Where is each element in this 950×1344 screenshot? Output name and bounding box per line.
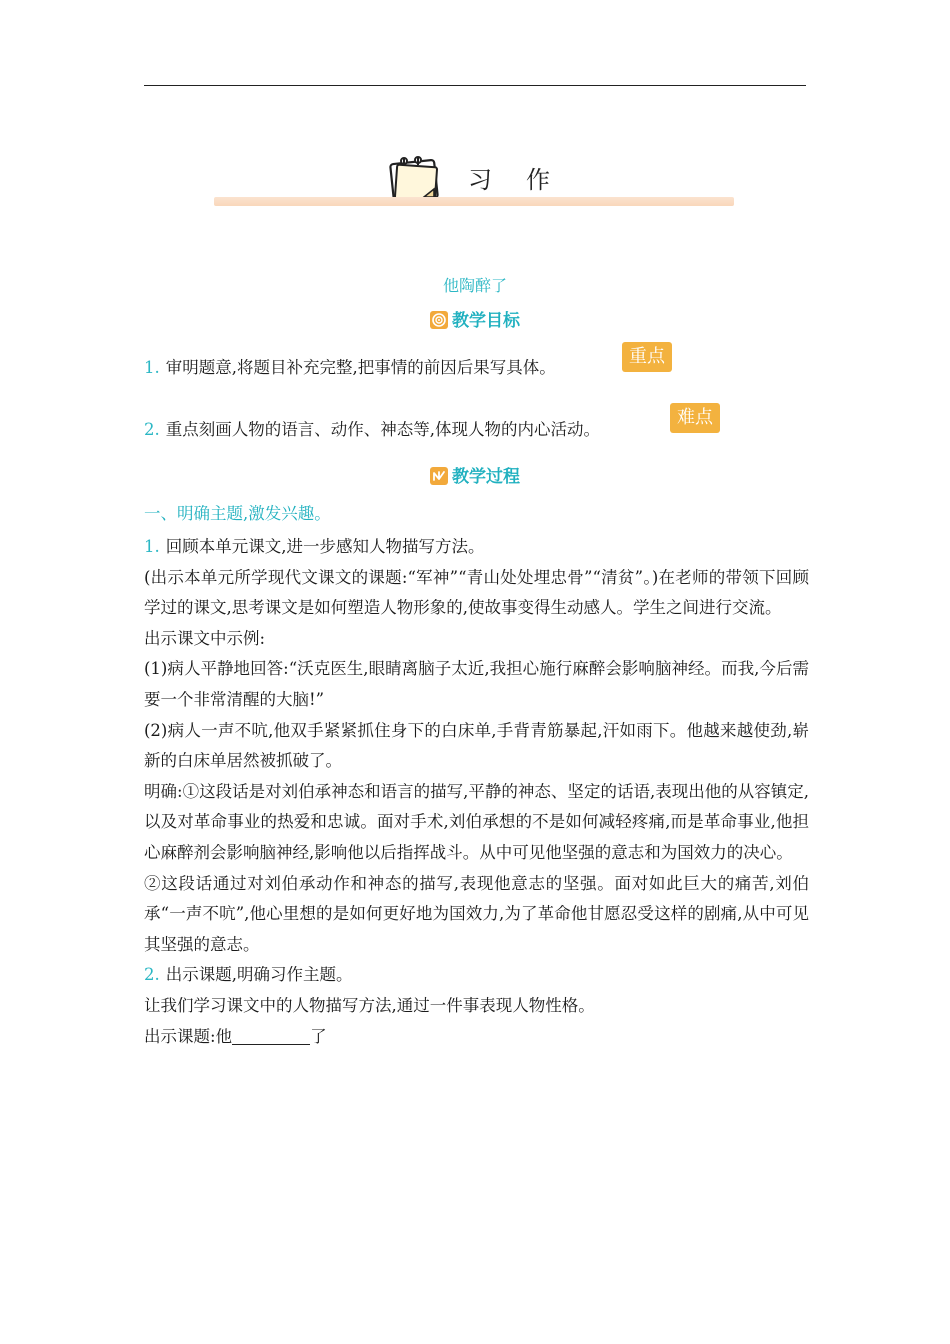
paragraph (144, 1022, 809, 1053)
goal-item (144, 416, 600, 440)
list-item (144, 532, 809, 563)
step1-heading: 一、明确主题,激发兴趣。 (144, 504, 331, 523)
fill-blank (232, 1025, 310, 1044)
item-number: 2. (144, 965, 160, 985)
goal-number: 2. (144, 420, 160, 439)
top-rule (144, 85, 806, 86)
goal-text: 重点刻画人物的语言、动作、神态等,体现人物的内心活动。 (165, 420, 600, 439)
process-heading-label: 教学过程 (452, 467, 520, 487)
section-title: 习作 (468, 166, 584, 194)
paragraph: (2)病人一声不吭,他双手紧紧抓住身下的白床单,手背青筋暴起,汗如雨下。他越来越使劲,崭新的白床单居然被抓破了。 (144, 720, 809, 771)
goal-item (144, 354, 556, 378)
target-icon (430, 311, 448, 329)
paragraph: ②这段话通过对刘伯承动作和神态的描写,表现他意志的坚强。面对如此巨大的痛苦,刘伯承“一声不吭”,他心里想的是如何更好地为国效力,为了革命他甘愿忍受这样的剧痛,从中可见其坚强的意志。 (144, 873, 809, 954)
item-text: 出示课题,明确习作主题。 (165, 965, 353, 985)
goal-text: 审明题意,将题目补充完整,把事情的前因后果写具体。 (165, 358, 556, 377)
paragraph: (1)病人平静地回答:“沃克医生,眼睛离脑子太近,我担心施行麻醉会影响脑神经。而我,今后需要一个非常清醒的大脑!” (144, 659, 809, 709)
goals-heading (0, 306, 950, 331)
process-heading (0, 462, 950, 487)
lesson-subtitle: 他陶醉了 (442, 276, 507, 295)
item-text: 回顾本单元课文,进一步感知人物描写方法。 (165, 537, 485, 556)
goal-number: 1. (144, 358, 160, 377)
paragraph: 让我们学习课文中的人物描写方法,通过一件事表现人物性格。 (144, 995, 595, 1015)
key-point-tag: 重点 (622, 342, 672, 372)
list-item (144, 960, 809, 991)
topic-prefix: 出示课题:他 (144, 1026, 233, 1046)
process-icon (430, 467, 448, 485)
paragraph: (出示本单元所学现代文课文的课题:“军神”“青山处处埋忠骨”“清贫”。)在老师的带领下回顾学过的课文,思考课文是如何塑造人物形象的,使故事变得生动感人。学生之间进行交流。 (144, 567, 809, 618)
paragraph: 明确:①这段话是对刘伯承神态和语言的描写,平静的神态、坚定的话语,表现出他的从容镇定,以及对革命事业的热爱和忠诚。面对手术,刘伯承想的不是如何减轻疼痛,而是革命事业,他担心麻醉剂会影响脑神经,影响他以后指挥战斗。从中可见他坚强的意志和为国效力的决心。 (144, 781, 809, 862)
topic-suffix: 了 (310, 1026, 327, 1046)
lesson-body (144, 532, 809, 1052)
paragraph: 出示课文中示例: (144, 628, 266, 648)
item-number: 1. (144, 537, 160, 556)
goals-heading-label: 教学目标 (452, 311, 520, 331)
title-band (214, 197, 734, 206)
difficult-point-tag: 难点 (670, 403, 720, 433)
